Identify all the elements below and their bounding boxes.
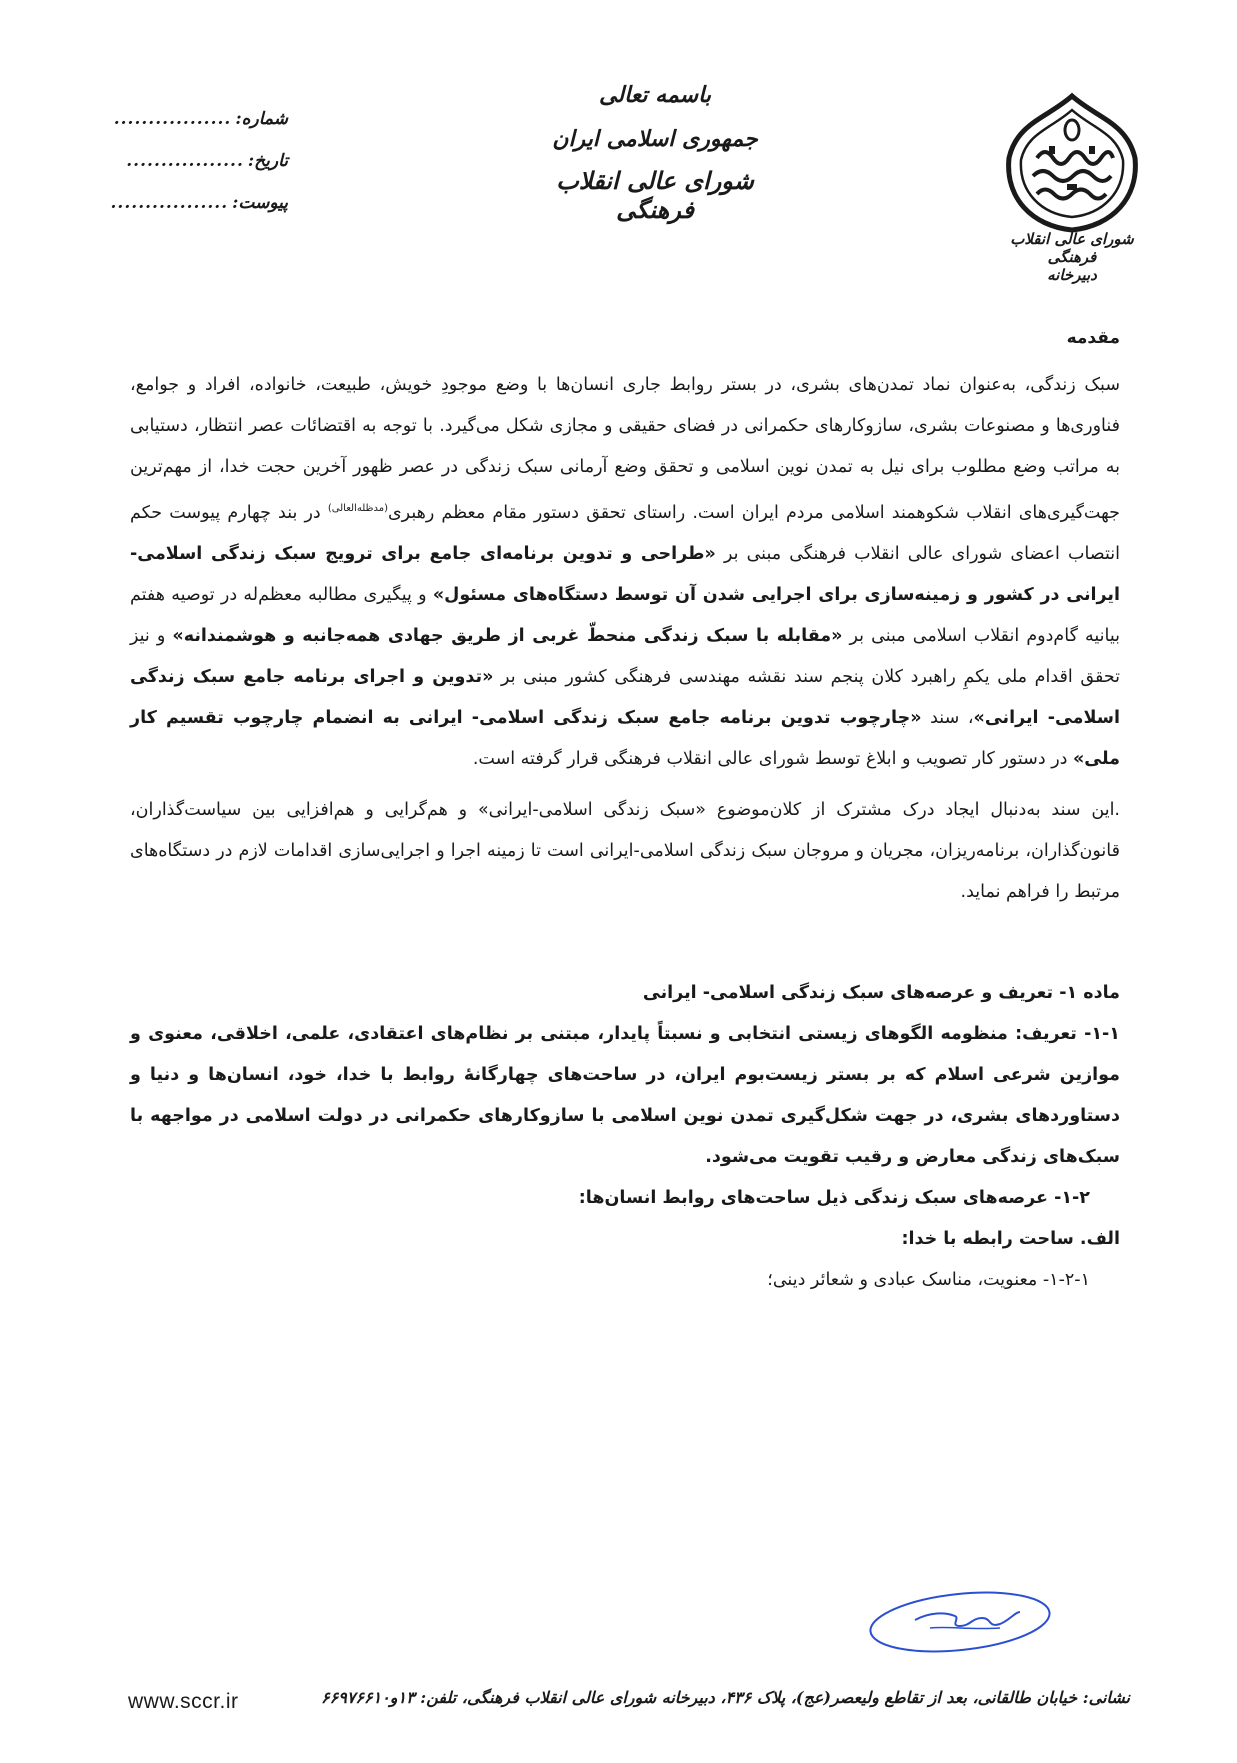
- signature: [860, 1582, 1060, 1662]
- number-label: شماره:: [235, 109, 288, 129]
- emblem-logo-icon: [997, 88, 1147, 238]
- section-alef: الف. ساحت رابطه با خدا:: [901, 1228, 1120, 1249]
- attachment-row: [88, 182, 288, 224]
- intro-heading: مقدمه: [1066, 328, 1120, 348]
- emblem-subcaption: دبیرخانه: [1047, 266, 1097, 284]
- council-name: شورای عالی انقلاب فرهنگی: [556, 166, 754, 224]
- website-link[interactable]: www.sccr.ir: [128, 1690, 239, 1713]
- honorific-superscript: (مدظله‌العالی): [327, 503, 388, 514]
- intro-quote-2: «مقابله با سبک زندگی منحطّ غربی از طریق جهادی همه‌جانبه و هوشمندانه»: [172, 625, 843, 646]
- intro-text-f: در دستور کار تصویب و ابلاغ توسط شورای عالی انقلاب فرهنگی قرار گرفته است.: [472, 748, 1073, 769]
- intro-text-c: و پیگیری مطالبه معظم‌له در توصیه هفتم بیانیه گام‌دوم انقلاب اسلامی مبنی بر: [130, 584, 1120, 646]
- invocation-text: باسمه تعالی: [599, 82, 711, 108]
- intro-paragraph: [130, 365, 1120, 780]
- country-name: جمهوری اسلامی ایران: [552, 126, 758, 152]
- intro-quote-4: «چارچوب تدوین برنامه جامع سبک زندگی اسلامی- ایرانی به انضمام چارچوب تقسیم کار ملی»: [130, 707, 1120, 769]
- item-1-2-1: ۱-۲-۱- معنویت، مناسک عبادی و شعائر دینی؛: [767, 1269, 1090, 1290]
- intro-text-b: در بند چهارم پیوست حکم انتصاب اعضای شورای عالی انقلاب فرهنگی مبنی بر: [130, 502, 1120, 564]
- intro-quote-3: «تدوین و اجرای برنامه جامع سبک زندگی اسلامی- ایرانی»: [130, 666, 1120, 728]
- letter-body: [130, 318, 1120, 1301]
- intro-quote-1: «طراحی و تدوین برنامه‌ای جامع برای ترویج سبک زندگی اسلامی- ایرانی در کشور و زمینه‌سازی برای اجرایی شدن آن توسط دستگاه‌های مسئول»: [130, 543, 1120, 605]
- intro-text-d: و نیز تحقق اقدام ملی یکمِ راهبرد کلان پنجم سند نقشه مهندسی فرهنگی کشور مبنی بر: [130, 625, 1121, 687]
- postal-address: نشانی: خیابان طالقانی، بعد از تقاطع ولیعصر(عج)، پلاک ۴۳۶، دبیرخانه شورای عالی انقلاب فرهنگی، تلفن: ۱۳و۶۶۹۷۶۶۱۰: [321, 1688, 1130, 1707]
- attachment-value: .................: [110, 193, 229, 213]
- number-value: .................: [113, 109, 232, 129]
- definition-1-1: ۱-۱- تعریف: منظومه الگوهای زیستی انتخابی و نسبتاً پایدار، مبتنی بر نظام‌های اعتقادی، علمی، اخلاقی، معنوی و موازین شرعی اسلام که بر بستر زیست‌بوم ایران، در ساحت‌های چهارگانهٔ روابط با خدا، خود، انسان‌ها و دنیا و دستاوردهای بشری، در جهت شکل‌گیری تمدن نوین اسلامی با سازوکارهای حکمرانی در دولت اسلامی در مواجهه با سبک‌های زندگی معارض و رقیب تقویت می‌شود.: [130, 1023, 1120, 1167]
- emblem-caption: شورای عالی انقلاب فرهنگی: [1010, 230, 1134, 266]
- number-row: [88, 98, 288, 140]
- intro-text-e: ، سند: [921, 707, 974, 728]
- council-emblem: [997, 88, 1147, 284]
- intro-text-a: سبک زندگی، به‌عنوان نماد تمدن‌های بشری، در بستر روابط جاری انسان‌ها با وضع موجودِ خویش، طبیعت، خانواده، افراد و جوامع، فناوری‌ها و مصنوعات بشری، سازوکارهای حکمرانی در فضای حقیقی و مجازی شکل می‌گیرد. با توجه به اقتضائات عصر انتظار، دستیابی به مراتب وضع مطلوب برای نیل به تمدن نوین اسلامی و تحقق وضع آرمانی سبک زندگی در عصر ظهور آخرین حجت خدا، از مهم‌ترین جهت‌گیری‌های انقلاب شکوهمند اسلامی مردم ایران است. راستای تحقق دستور مقام معظم رهبری: [130, 375, 1120, 523]
- purpose-paragraph: .این سند به‌دنبال ایجاد درک مشترک از کلان‌موضوع «سبک زندگی اسلامی-ایرانی» و هم‌گرایی و هم‌افزایی بین سیاست‌گذاران، قانون‌گذاران، برنامه‌ریزان، مجریان و مروجان سبک زندگی اسلامی-ایرانی است تا زمینه اجرا و اجرایی‌سازی اقدامات لازم در دستگاه‌های مرتبط را فراهم نماید.: [130, 799, 1120, 902]
- date-label: تاریخ:: [247, 151, 288, 171]
- article-1-title: ماده ۱- تعریف و عرصه‌های سبک زندگی اسلامی- ایرانی: [642, 982, 1120, 1003]
- signature-mark-icon: [860, 1582, 1060, 1662]
- attachment-label: پیوست:: [232, 193, 288, 213]
- date-value: .................: [126, 151, 244, 171]
- letter-meta: [88, 98, 288, 224]
- letterhead-title: [530, 82, 780, 224]
- definition-1-2: ۱-۲- عرصه‌های سبک زندگی ذیل ساحت‌های روابط انسان‌ها:: [578, 1187, 1090, 1208]
- date-row: [88, 140, 288, 182]
